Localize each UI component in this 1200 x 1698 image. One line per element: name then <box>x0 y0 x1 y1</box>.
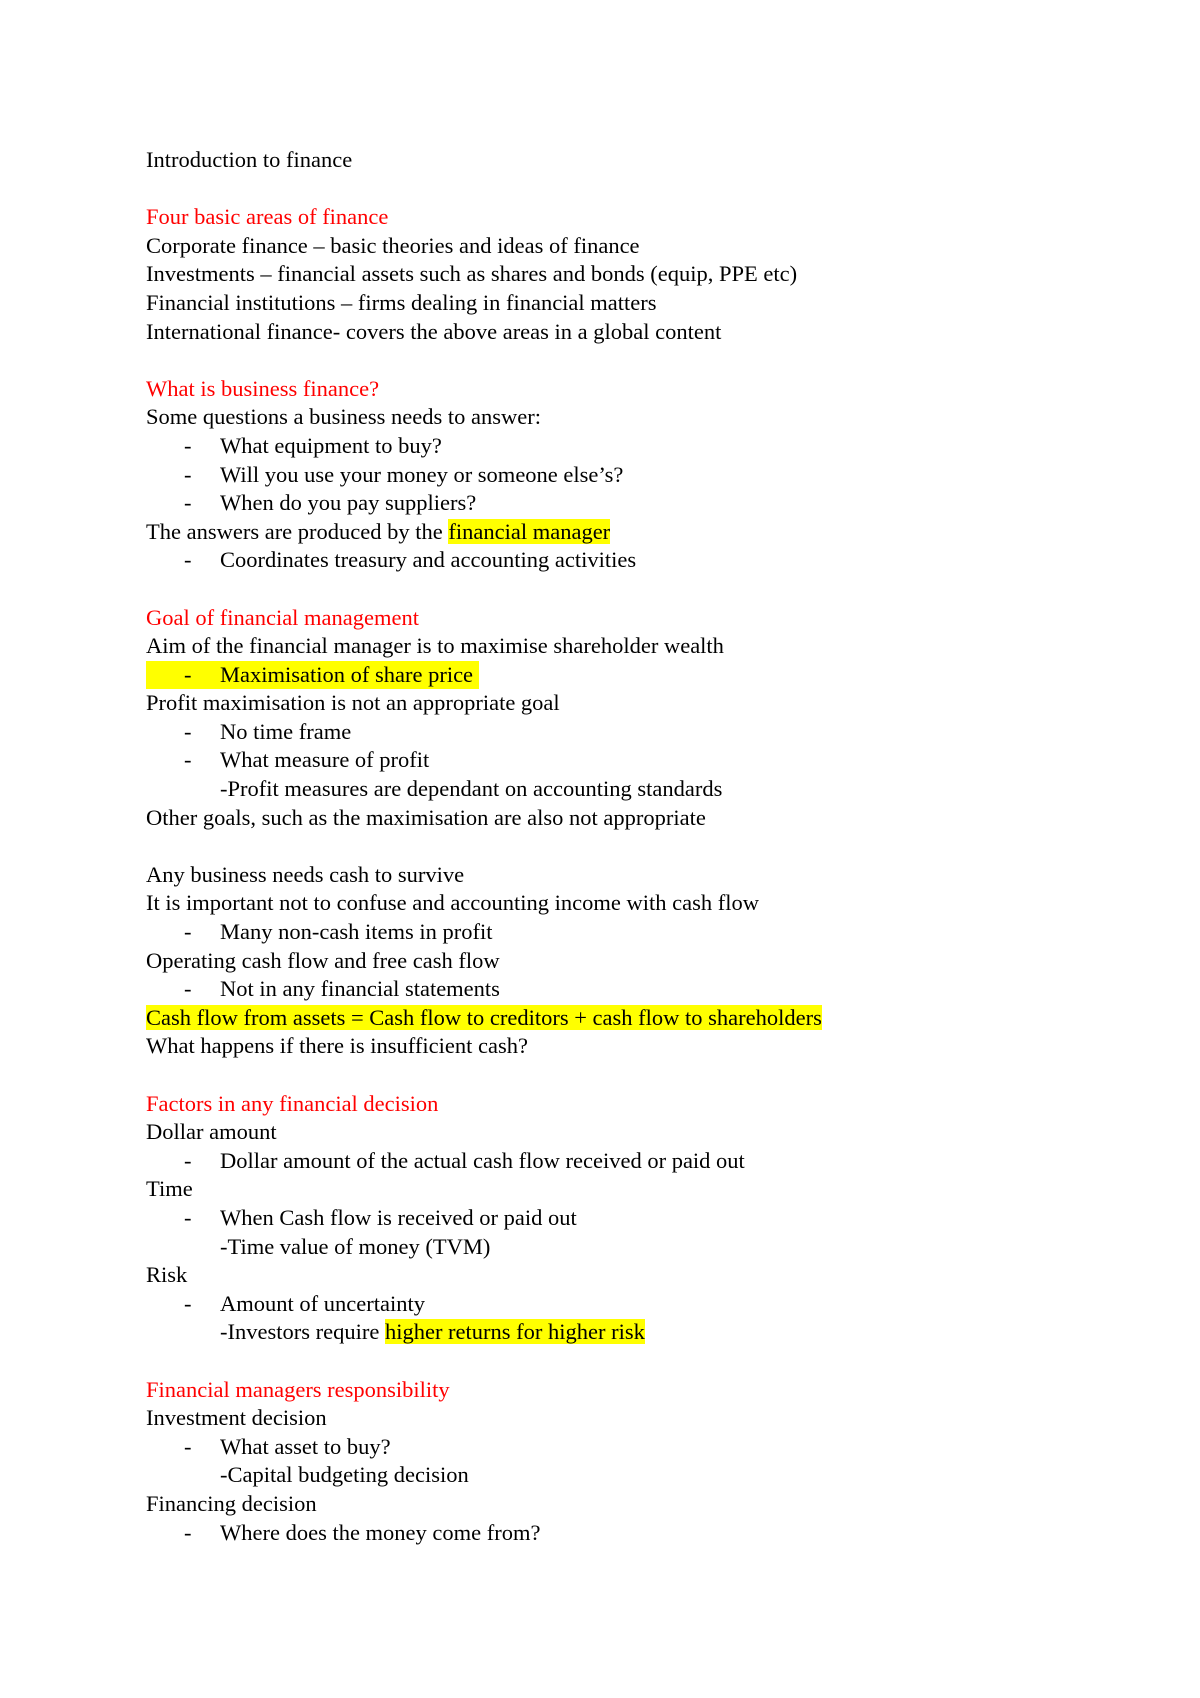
dash-bullet: - <box>184 432 192 458</box>
highlighted-bullet-row <box>146 661 1086 690</box>
bullet-text: Coordinates treasury and accounting activities <box>220 547 637 573</box>
highlighted-text: higher returns for higher risk <box>384 1319 645 1345</box>
body-line: International finance- covers the above areas in a global content <box>146 318 722 344</box>
bullet-text: When do you pay suppliers? <box>220 490 477 516</box>
sub-line: -Profit measures are dependant on accounting standards <box>220 776 723 802</box>
bullet-text: What measure of profit <box>220 747 430 773</box>
highlighted-text: Cash flow from assets = Cash flow to creditors + cash flow to shareholders <box>146 1004 822 1030</box>
sub-line <box>146 1318 1086 1347</box>
answer-text: The answers are produced by the <box>146 518 449 544</box>
dash-bullet: - <box>184 490 192 516</box>
body-line: Time <box>146 1176 193 1202</box>
bullet-text: Maximisation of share price <box>220 661 474 687</box>
body-line: Dollar amount <box>146 1119 277 1145</box>
spacer <box>146 1347 1086 1376</box>
body-line: Some questions a business needs to answer: <box>146 404 541 430</box>
bullet-item <box>146 1433 1086 1462</box>
dash-bullet: - <box>184 718 192 744</box>
body-line <box>146 518 1086 547</box>
spacer <box>146 346 1086 375</box>
bullet-item <box>146 1147 1086 1176</box>
body-line: Financial institutions – firms dealing in financial matters <box>146 289 657 315</box>
bullet-item <box>146 918 1086 947</box>
bullet-item <box>146 661 479 690</box>
body-line: Investments – financial assets such as shares and bonds (equip, PPE etc) <box>146 261 798 287</box>
section-heading-four-areas: Four basic areas of finance <box>146 204 389 230</box>
document-body <box>146 146 1086 1547</box>
dash-bullet: - <box>184 976 192 1002</box>
body-line <box>146 1004 1086 1033</box>
section-heading-goal: Goal of financial management <box>146 604 420 630</box>
bullet-text: Dollar amount of the actual cash flow received or paid out <box>220 1147 745 1173</box>
document-title: Introduction to finance <box>146 147 353 172</box>
dash-bullet: - <box>184 547 192 573</box>
dash-bullet: - <box>184 747 192 773</box>
body-line: Corporate finance – basic theories and ideas of finance <box>146 232 640 258</box>
bullet-item <box>146 1204 1086 1233</box>
body-line: Other goals, such as the maximisation are also not appropriate <box>146 804 706 830</box>
dash-bullet: - <box>184 1519 192 1545</box>
dash-bullet: - <box>184 1204 192 1230</box>
section-heading-responsibility: Financial managers responsibility <box>146 1376 450 1402</box>
bullet-item <box>146 975 1086 1004</box>
sub-text: -Investors require <box>220 1319 385 1345</box>
bullet-text: No time frame <box>220 718 352 744</box>
bullet-text: Where does the money come from? <box>220 1519 541 1545</box>
dash-bullet: - <box>184 1147 192 1173</box>
body-line: Operating cash flow and free cash flow <box>146 947 500 973</box>
bullet-text: Will you use your money or someone else’s? <box>220 461 624 487</box>
bullet-item <box>146 432 1086 461</box>
bullet-item <box>146 546 1086 575</box>
dash-bullet: - <box>184 661 192 687</box>
dash-bullet: - <box>184 1290 192 1316</box>
body-line: Aim of the financial manager is to maximise shareholder wealth <box>146 633 724 659</box>
spacer <box>146 832 1086 861</box>
bullet-item <box>146 461 1086 490</box>
body-line: Investment decision <box>146 1405 327 1431</box>
body-line: Any business needs cash to survive <box>146 861 465 887</box>
bullet-text: Many non-cash items in profit <box>220 919 493 945</box>
bullet-text: Amount of uncertainty <box>220 1290 425 1316</box>
section-heading-factors: Factors in any financial decision <box>146 1090 439 1116</box>
dash-bullet: - <box>184 919 192 945</box>
dash-bullet: - <box>184 461 192 487</box>
bullet-text: When Cash flow is received or paid out <box>220 1204 577 1230</box>
highlighted-text: financial manager <box>448 518 611 544</box>
body-line: Risk <box>146 1262 188 1288</box>
body-line: What happens if there is insufficient cash? <box>146 1033 528 1059</box>
bullet-item <box>146 718 1086 747</box>
sub-line: -Time value of money (TVM) <box>220 1233 491 1259</box>
sub-line: -Capital budgeting decision <box>220 1462 469 1488</box>
body-line: Profit maximisation is not an appropriate goal <box>146 690 560 716</box>
section-heading-business-finance: What is business finance? <box>146 375 380 401</box>
dash-bullet: - <box>184 1433 192 1459</box>
spacer <box>146 175 1086 204</box>
spacer <box>146 575 1086 604</box>
bullet-text: What equipment to buy? <box>220 432 442 458</box>
bullet-text: Not in any financial statements <box>220 976 500 1002</box>
bullet-text: What asset to buy? <box>220 1433 391 1459</box>
bullet-item <box>146 746 1086 775</box>
bullet-item <box>146 489 1086 518</box>
body-line: It is important not to confuse and accounting income with cash flow <box>146 890 759 916</box>
bullet-item <box>146 1290 1086 1319</box>
body-line: Financing decision <box>146 1490 317 1516</box>
spacer <box>146 1061 1086 1090</box>
bullet-item <box>146 1519 1086 1548</box>
